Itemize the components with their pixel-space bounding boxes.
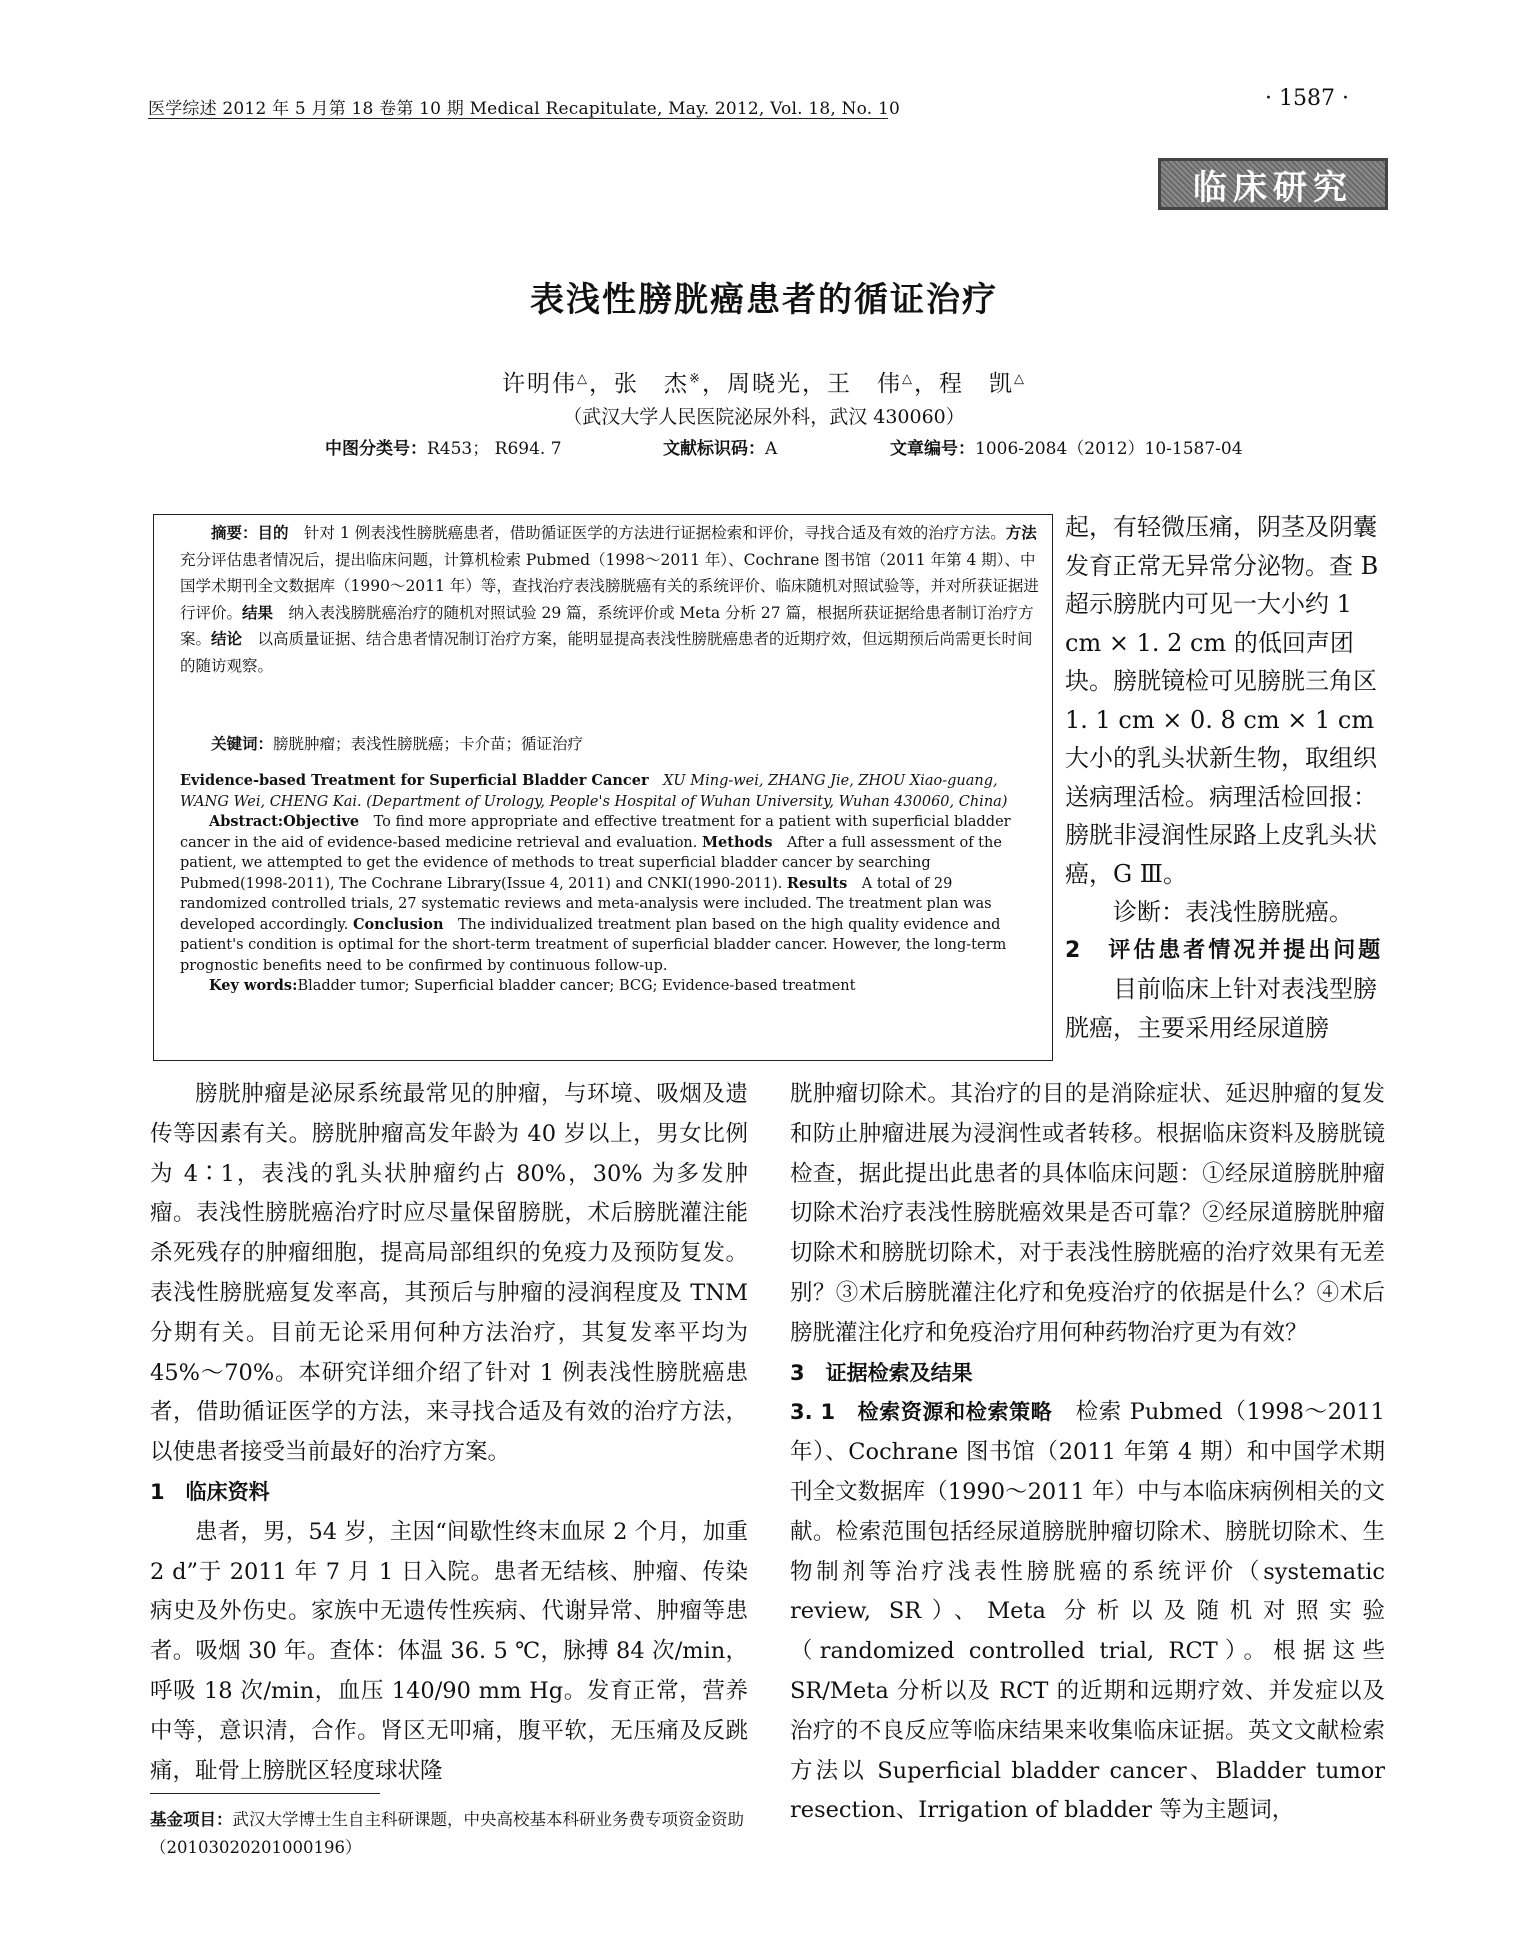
paragraph: 检索 Pubmed（1998～2011 年）、Cochrane 图书馆（2011 年第 4 期）和中国学术期刊全文数据库（1990～2011 年）中与本临床病例相关的文献。检索范围包括经尿道膀胱肿瘤切除术、膀胱切除术、生物制剂等治疗浅表性膀胱癌的系统评价（systematic review, SR）、Meta 分析以及随机对照实验（randomized controlled trial, RCT）。根据这些 SR/Meta 分析以及 RCT 的近期和远期疗效、并发症以及治疗的不良反应等临床结果来收集临床证据。英文文献检索方法以 Superficial bladder cancer、Bladder tumor resection、Irrigation of bladder 等为主题词， [790,1399,1385,1824]
paragraph: 患者，男，54 岁，主因“间歇性终末血尿 2 个月，加重 2 d”于 2011 年 7 月 1 日入院。患者无结核、肿瘤、传染病史及外伤史。家族中无遗传性疾病、代谢异常、肿瘤等患者。吸烟 30 年。查体：体温 36. 5 ℃，脉搏 84 次/min，呼吸 18 次/min，血压 140/90 mm Hg。发育正常，营养中等，意识清，合作。肾区无叩痛，腹平软，无压痛及反跳痛，耻骨上膀胱区轻度球状隆 [150,1518,748,1784]
section-badge: 临床研究 [1158,158,1388,210]
affiliation: （武汉大学人民医院泌尿外科，武汉 430060） [563,406,965,428]
document-code: 文献标识码：A [663,439,778,459]
funding-footnote: 基金项目：武汉大学博士生自主科研课题，中央高校基本科研业务费专项资金资助（20103020201000196） [150,1810,744,1857]
english-authors: XU Ming-wei, ZHANG Jie, ZHOU Xiao-guang, WANG Wei, CHENG Kai. (Department of Urology, People's Hospital of Wuhan University, Wuhan 430060, China) [180,773,1008,810]
chinese-abstract: 摘要：目的 针对 1 例表浅性膀胱癌患者，借助循证医学的方法进行证据检索和评价，寻找合适及有效的治疗方法。方法 充分评估患者情况后，提出临床问题，计算机检索 Pubmed（1998～2011 年）、Cochrane 图书馆（2011 年第 4 期）、中国学术期刊全文数据库（1990～2011 年）等，查找治疗表浅膀胱癌有关的系统评价、临床随机对照试验等，并对所获证据进行评价。结果 纳入表浅膀胱癌治疗的随机对照试验 29 篇，系统评价或 Meta 分析 27 篇，根据所获证据给患者制订治疗方案。结论 以高质量证据、结合患者情况制订治疗方案，能明显提高表浅性膀胱癌患者的近期疗效，但远期预后尚需更长时间的随访观察。 [180,524,1039,675]
author-4-mark: △ [901,371,914,387]
clc-number: 中图分类号：R453； R694. 7 [325,439,562,459]
left-column [150,1075,748,1791]
subsection-heading-3-1: 3. 1 检索资源和检索策略 [790,1400,1053,1425]
author-1-mark: △ [577,371,590,387]
author-4: 王 伟 [826,371,902,397]
section-heading-2: 2 评估患者情况并提出问题 [1065,937,1384,963]
paragraph: 膀胱肿瘤是泌尿系统最常见的肿瘤，与环境、吸烟及遗传等因素有关。膀胱肿瘤高发年龄为 40 岁以上，男女比例为 4∶1，表浅的乳头状肿瘤约占 80%，30% 为多发肿瘤。表浅性膀胱癌治疗时应尽量保留膀胱，术后膀胱灌注能杀死残存的肿瘤细胞，提高局部组织的免疫力及预防复发。表浅性膀胱癌复发率高，其预后与肿瘤的浸润程度及 TNM 分期有关。目前无论采用何种方法治疗，其复发率平均为 45%～70%。本研究详细介绍了针对 1 例表浅性膀胱癌患者，借助循证医学的方法，来寻找合适及有效的治疗方法，以使患者接受当前最好的治疗方案。 [150,1081,748,1466]
article-number: 文章编号：1006-2084（2012）10-1587-04 [890,439,1243,459]
paragraph: 胱肿瘤切除术。其治疗的目的是消除症状、延迟肿瘤的复发和防止肿瘤进展为浸润性或者转移。根据临床资料及膀胱镜检查，据此提出此患者的具体临床问题：①经尿道膀胱肿瘤切除术治疗表浅性膀胱癌效果是否可靠？②经尿道膀胱肿瘤切除术和膀胱切除术，对于表浅性膀胱癌的治疗效果有无差别？③术后膀胱灌注化疗和免疫治疗的依据是什么？④术后膀胱灌注化疗和免疫治疗用何种药物治疗更为有效？ [790,1081,1385,1346]
chinese-keywords: 关键词：膀胱肿瘤；表浅性膀胱癌；卡介苗；循证治疗 [211,735,584,753]
header-rule [148,118,888,119]
author-5-mark: △ [1013,371,1026,387]
english-keywords: Key words:Bladder tumor; Superficial bladder cancer; BCG; Evidence-based treatment [209,977,856,994]
author-list: 许明伟△，张 杰※，周晓光，王 伟△，程 凯△ [502,371,1026,397]
english-title: Evidence-based Treatment for Superficial Bladder Cancer [180,772,649,789]
author-2: 张 杰 [614,371,690,397]
page-number: · 1587 · [1265,86,1349,111]
paragraph: 诊断：表浅性膀胱癌。 [1113,898,1353,926]
section-heading-3: 3 证据检索及结果 [790,1360,973,1385]
right-column-top [1065,508,1395,1047]
author-3: 周晓光 [726,371,802,397]
section-heading-1: 1 临床资料 [150,1479,270,1504]
footnote-rule [150,1793,380,1794]
author-5: 程 凯 [938,371,1014,397]
author-1: 许明伟 [502,371,578,397]
paragraph: 起，有轻微压痛，阴茎及阴囊发育正常无异常分泌物。查 B 超示膀胱内可见一大小约 1 cm × 1. 2 cm 的低回声团块。膀胱镜检可见膀胱三角区 1. 1 cm × 0. 8 cm × 1 cm 大小的乳头状新生物，取组织送病理活检。病理活检回报：膀胱非浸润性尿路上皮乳头状癌，G Ⅲ。 [1065,513,1379,888]
article-title: 表浅性膀胱癌患者的循证治疗 [530,280,998,320]
right-column [790,1075,1385,1831]
author-2-mark: ※ [689,371,702,387]
running-head: 医学综述 2012 年 5 月第 18 卷第 10 期 Medical Recapitulate, May. 2012, Vol. 18, No. 10 [148,99,901,119]
paragraph: 目前临床上针对表浅型膀胱癌，主要采用经尿道膀 [1065,975,1377,1042]
english-abstract: Evidence-based Treatment for Superficial Bladder Cancer XU Ming-wei, ZHANG Jie, ZHOU Xiao-guang, WANG Wei, CHENG Kai. (Department of Urology, People's Hospital of Wuhan University, Wuhan 430060, China) Abstract:Objective To find more appropriate and effective treatment for a patient with superficial bladder cancer in the aid of evidence-based medicine retrieval and evaluation. Methods After a full assessment of the patient, we attempted to get the evidence of methods to treat superficial bladder cancer by searching Pubmed(1998-2011), The Cochrane Library(Issue 4, 2011) and CNKI(1990-2011). Results A total of 29 randomized controlled trials, 27 systematic reviews and meta-analysis were included. The treatment plan was developed accordingly. Conclusion The individualized treatment plan based on the high quality evidence and patient's condition is optimal for the short-term treatment of superficial bladder cancer. However, the long-term prognostic benefits need to be confirmed by continuous follow-up. Key words:Bladder tumor; Superficial bladder cancer; BCG; Evidence-based treatment [180,771,1042,997]
